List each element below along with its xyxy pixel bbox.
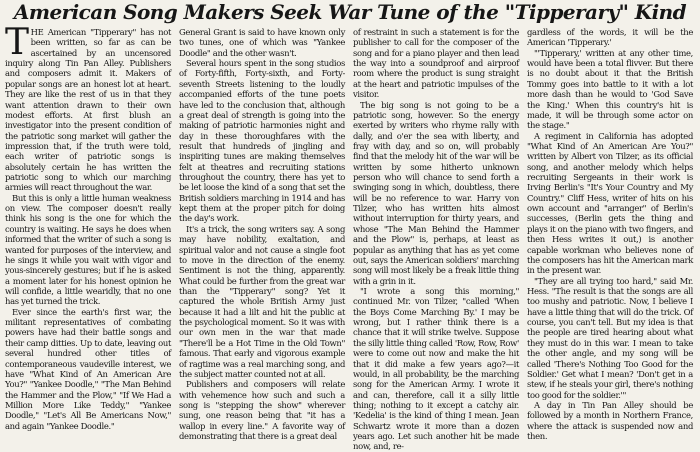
paragraph: "I wrote a song this morning," continued Mr. von Tilzer, "called 'When the Boys Come Marching By.' I may be wrong, but I rather think there is a chance that it will strike twelve. Suppose the silly little thing called 'Row, Row, Row' were to come out now and make the hit that it did make a few years ago?—it would, in all probability, be the marching song for the American Army. I wrote it and can, therefore, call it a silly little thing; nothing to it except a catchy air. 'Kedelia' is the kind of thing I mean. Jean Schwartz wrote it more than a dozen years ago. Let such another hit be made now, and, re- [353, 285, 519, 452]
column-2 [179, 27, 345, 442]
column-3 [353, 27, 519, 452]
paragraph: of restraint in such a statement is for the publisher to call for the composer of the song and for a piano player and then lead the way into a soundproof and airproof room where the product is sung straight at the heart and patriotic impulses of the visitor. [353, 27, 519, 100]
paragraph: It's a trick, the song writers say. A song may have nobility, exaltation, and spiritual valor and not cause a single foot to move in the direction of the enemy. Sentiment is not the thing, apparently. What could be further from the great war than the "Tipperary" song? Yet it captured the whole British Army just because it had a lilt and hit the public at the psychological moment. So it was with our own men in the war that made "There'll be a Hot Time in the Old Town" famous. That early and vigorous example of ragtime was a real marching song, and the subject matter counted not at all. [179, 223, 345, 379]
drop-cap: T [5, 22, 29, 63]
paragraph: The big song is not going to be a patriotic song, however. So the energy exerted by writers who rhyme rally with dally, and o'er the sea with liberty, and fray with day, and so on, will probably find that the melody hit of the war will be written by some hitherto unknown person who will chance to send forth a swinging song in which, doubtless, there will be no reference to war. Harry von Tilzer, who has written hits almost without interruption for thirty years, and whose "The Man Behind the Hammer and the Plow" is, perhaps, at least as popular as anything that has as yet come out, says the American soldiers' marching song will most likely be a freak little thing with a grin in it. [353, 99, 519, 286]
paragraph: gardless of the words, it will be the American 'Tipperary.' [527, 27, 693, 48]
column-1 [5, 22, 171, 431]
paragraph: A day in Tin Pan Alley should be followed by a month in Northern France, where the attack is suspended now and then. [527, 399, 693, 442]
paragraph-text: HE American "Tipperary" has not been written, so far as can be ascertained by an uncensored inquiry along Tin Pan Alley. Publishers and composers admit it. Makers of popular songs are an honest lot at heart. They are like the rest of us in that they want attention drawn to their own modest efforts. At first blush an investigator into the present condition of the patriotic song market will gather the impression that, if the truth were told, each writer of patriotic songs is absolutely certain he has written the patriotic song to which our marching armies will react throughout the war. [5, 27, 171, 193]
paragraph [5, 22, 171, 193]
paragraph: But this is only a little human weakness on view. The composer doesn't really think his song is the one for which the country is waiting. He says he does when informed that the writer of such a song is wanted for purposes of the interview, and he sings it while you wait with vigor and yous-sincerely gestures; but if he is asked a moment later for his honest opinion he will confide, a little wearidly, that no one has yet turned the trick. [5, 192, 171, 307]
paragraph: Ever since the earth's first war, the militant representatives of combating powers have had their battle songs and their camp ditties. Up to date, leaving out several hundred other titles of contemporaneous vaudeville interest, we have "What Kind of An American Are You?" "Yankee Doodle," "The Man Behind the Hammer and the Plow," "If We Had a Million More Like Teddy," "Yankee Doodle," "Let's All Be Americans Now," and again "Yankee Doodle." [5, 306, 171, 431]
article-body [5, 22, 695, 452]
paragraph: "They are all trying too hard," said Mr. Hess. "The result is that the songs are all too mushy and patriotic. Now, I believe I have a little thing that will do the trick. Of course, you can't tell. But my idea is that the people are tired hearing about what they must do in this war. I mean to take the other angle, and my song will be called 'There's Nothing Too Good for the Soldier.' Get what I mean? 'Don't get in a stew, if he steals your girl, there's nothing too good for the soldier.'" [527, 275, 693, 400]
paragraph: General Grant is said to have known only two tunes, one of which was "Yankee Doodle" and the other wasn't. [179, 27, 345, 58]
paragraph: Publishers and composers will relate with vehemence how such and such a song is "stepping the show" wherever sung, one reason being that "it has a wallop in every line." A favorite way of demonstrating that there is a great deal [179, 379, 345, 442]
headline: American Song Makers Seek War Tune of the "Tipperary" Kind [13, 0, 687, 24]
paragraph: Several hours spent in the song studios of Forty-fifth, Forty-sixth, and Forty-seventh Streets listening to the loudly accompanied efforts of the tune poets have led to the conclusion that, although a great deal of strength is going into the making of patriotic harmonies night and day in these thoroughfares with the result that hundreds of jingling and inspiriting tunes are making themselves felt at theatres and recruiting stations throughout the country, there has yet to be let loose the kind of a song that set the British soldiers marching in 1914 and has kept them at the proper pitch for doing the day's work. [179, 58, 345, 224]
paragraph: "'Tipperary,' written at any other time, would have been a total flivver. But there is no doubt about it that the British Tommy goes into battle to it with a lot more dash than he would to 'God Save the King.' When this country's hit is made, it will be through some actor on the stage." [527, 47, 693, 131]
column-4 [527, 27, 693, 442]
paragraph: A regiment in California has adopted "What Kind of An American Are You?" written by Albert von Tilzer, as its official song, and another melody which helps recruiting Sergeants in their work is Irving Berlin's "It's Your Country and My Country." Cliff Hess, writer of hits on his own account and "arranger" of Berlin's successes, (Berlin gets the thing and plays it on the piano with two fingers, and then Hess writes it out,) is another capable workman who believes none of the composers has hit the American mark in the present war. [527, 130, 693, 276]
